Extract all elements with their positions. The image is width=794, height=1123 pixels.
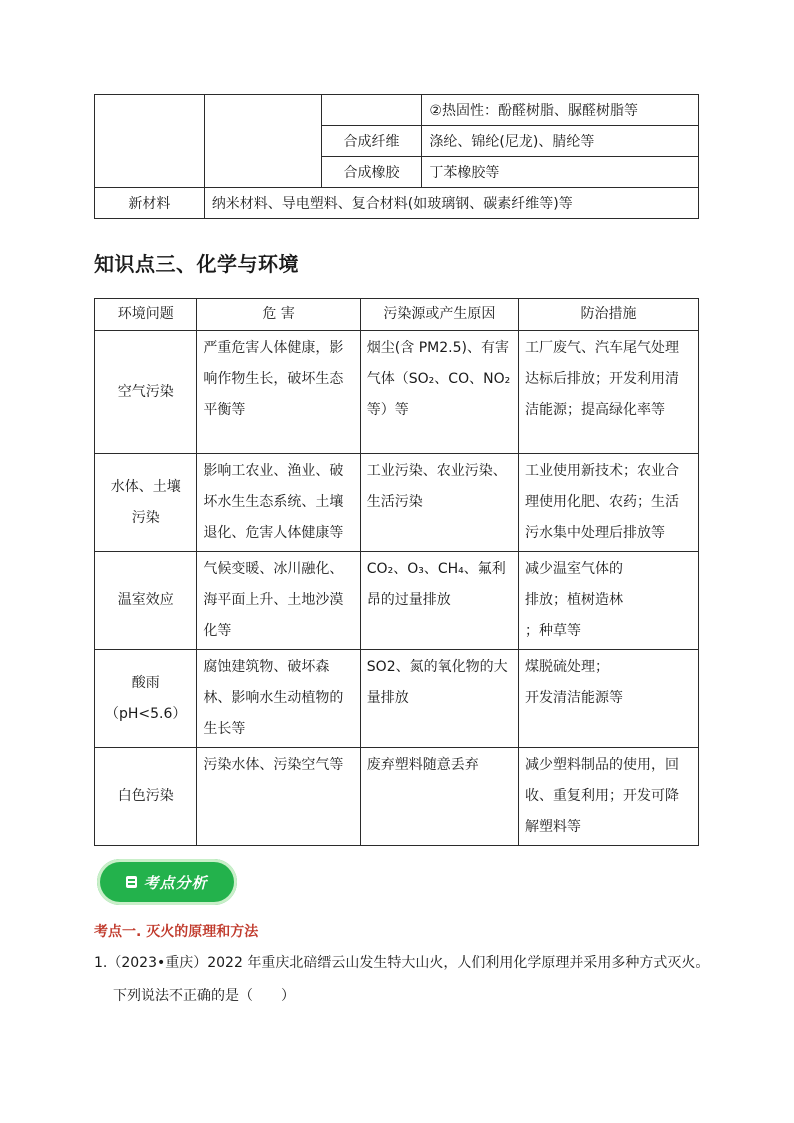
issue-cell: 水体、土壤污染 bbox=[95, 454, 197, 552]
column-header: 防治措施 bbox=[518, 299, 698, 331]
analysis-badge bbox=[97, 859, 237, 905]
measure-line: 排放；植树造林 bbox=[524, 592, 623, 608]
table-row bbox=[95, 331, 699, 454]
source-cell: 工业污染、农业污染、生活污染 bbox=[360, 454, 518, 552]
issue-cell: 酸雨（pH<5.6） bbox=[95, 650, 197, 748]
measure-line: 减少温室气体的 bbox=[524, 561, 623, 577]
material-type-cell bbox=[321, 95, 422, 126]
new-material-label: 新材料 bbox=[95, 188, 205, 219]
harm-cell: 严重危害人体健康，影响作物生长，破坏生态平衡等 bbox=[197, 331, 360, 454]
material-type-cell: 合成橡胶 bbox=[321, 157, 422, 188]
measure-cell: 减少塑料制品的使用，回收、重复利用；开发可降解塑料等 bbox=[518, 748, 698, 846]
table-row bbox=[95, 552, 699, 650]
measure-cell: 工业使用新技术；农业合理使用化肥、农药；生活污水集中处理后排放等 bbox=[518, 454, 698, 552]
column-header: 环境问题 bbox=[95, 299, 197, 331]
harm-cell: 气候变暖、冰川融化、海平面上升、土地沙漠化等 bbox=[197, 552, 360, 650]
question-text: 1.（2023•重庆）2022 年重庆北碚缙云山发生特大山火，人们利用化学原理并采用多种方式灭火。 bbox=[94, 955, 710, 971]
table-header-row bbox=[95, 299, 699, 331]
document-icon bbox=[126, 876, 137, 888]
harm-cell: 污染水体、污染空气等 bbox=[197, 748, 360, 846]
harm-cell: 腐蚀建筑物、破坏森林、影响水生动植物的生长等 bbox=[197, 650, 360, 748]
measure-cell bbox=[518, 552, 698, 650]
material-desc-cell: ②热固性：酚醛树脂、脲醛树脂等 bbox=[422, 95, 699, 126]
topic-heading: 考点一. 灭火的原理和方法 bbox=[94, 924, 259, 940]
measure-line: 煤脱硫处理； bbox=[524, 659, 609, 675]
column-header: 危 害 bbox=[197, 299, 360, 331]
badge-label: 考点分析 bbox=[143, 873, 208, 892]
new-material-desc: 纳米材料、导电塑料、复合材料(如玻璃钢、碳素纤维等)等 bbox=[204, 188, 698, 219]
environment-table bbox=[94, 298, 699, 846]
issue-cell: 空气污染 bbox=[95, 331, 197, 454]
table-row bbox=[95, 454, 699, 552]
source-cell: CO₂、O₃、CH₄、氟利昂的过量排放 bbox=[360, 552, 518, 650]
source-cell: SO2、氮的氧化物的大量排放 bbox=[360, 650, 518, 748]
source-cell: 烟尘(含 PM2.5)、有害气体（SO₂、CO、NO₂等）等 bbox=[360, 331, 518, 454]
table-row bbox=[95, 650, 699, 748]
issue-cell: 温室效应 bbox=[95, 552, 197, 650]
harm-cell: 影响工农业、渔业、破坏水生生态系统、土壤退化、危害人体健康等 bbox=[197, 454, 360, 552]
material-desc-cell: 丁苯橡胶等 bbox=[422, 157, 699, 188]
subcategory-cell bbox=[204, 95, 321, 188]
issue-cell: 白色污染 bbox=[95, 748, 197, 846]
material-type-cell: 合成纤维 bbox=[321, 126, 422, 157]
column-header: 污染源或产生原因 bbox=[360, 299, 518, 331]
measure-line: ；种草等 bbox=[524, 623, 581, 639]
materials-table-continued bbox=[94, 94, 699, 219]
material-desc-cell: 涤纶、锦纶(尼龙)、腈纶等 bbox=[422, 126, 699, 157]
category-cell bbox=[95, 95, 205, 188]
measure-cell: 工厂废气、汽车尾气处理达标后排放；开发利用清洁能源；提高绿化率等 bbox=[518, 331, 698, 454]
source-cell: 废弃塑料随意丢弃 bbox=[360, 748, 518, 846]
measure-line: 开发清洁能源等 bbox=[524, 690, 623, 706]
measure-cell bbox=[518, 650, 698, 748]
table-row bbox=[95, 748, 699, 846]
section-title: 知识点三、化学与环境 bbox=[94, 252, 299, 276]
question-prompt: 下列说法不正确的是（ ） bbox=[113, 988, 295, 1004]
